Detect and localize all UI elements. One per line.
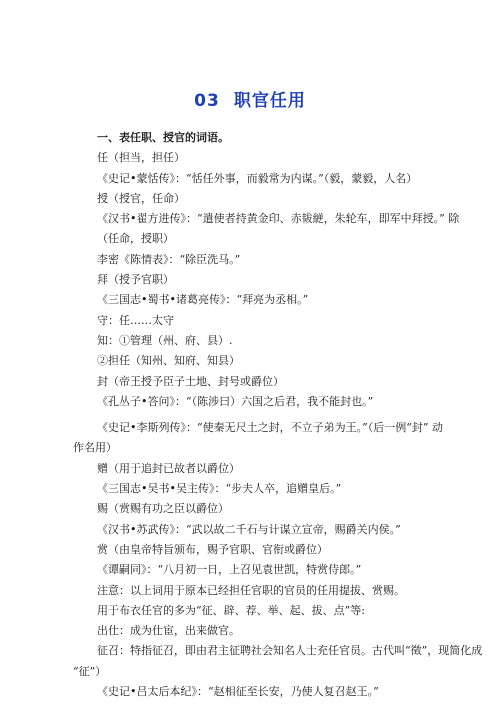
text-line: ②担任（知州、知府、知县） bbox=[97, 354, 240, 368]
section-number: 03 bbox=[194, 91, 220, 111]
text-line: 赐（赏赐有功之臣以爵位） bbox=[97, 502, 229, 516]
text-line: 赠（用于追封已故者以爵位） bbox=[97, 461, 240, 475]
text-line: 用于布衣任官的多为“征、辟、荐、举、起、拔、点”等: bbox=[97, 603, 365, 617]
text-line: （任命，授职） bbox=[97, 232, 174, 246]
document-body bbox=[73, 128, 483, 702]
text-line: 拜（授予官职） bbox=[97, 273, 174, 287]
text-line: 守：任……太守 bbox=[97, 313, 174, 327]
text-line: 《三国志•蜀书•诸葛亮传》：“拜亮为丞相。” bbox=[97, 293, 309, 307]
text-line: 知：①管理（州、府、县）. bbox=[97, 333, 233, 347]
section-heading: 一、表任职、授官的词语。 bbox=[97, 131, 229, 144]
section-title: 职官任用 bbox=[233, 91, 306, 111]
text-line: 征召：特指征召，即由君主征聘社会知名人士充任官员。古代叫“徵”，现简化成 bbox=[97, 644, 483, 658]
text-line: 《史记•蒙恬传》：“恬任外事，而毅常为内谋。”（毅，蒙毅，人名） bbox=[97, 171, 418, 185]
text-line: 注意：以上词用于原本已经担任官职的官员的任用提拔、赏赐。 bbox=[97, 583, 405, 597]
text-line: 封（帝王授予臣子土地、封号或爵位） bbox=[97, 374, 284, 388]
text-line: 《史记•李斯列传》：“使秦无尺土之封，不立子弟为王。”（后一例“封” 动 bbox=[97, 421, 443, 435]
text-line: “征”） bbox=[73, 664, 107, 678]
text-line: 李密《陈情表》：“除臣洗马。” bbox=[97, 252, 241, 266]
page-title bbox=[0, 86, 500, 111]
text-line: 任（担当，担任） bbox=[97, 151, 185, 165]
text-line: 《汉书•翟方进传》：“遣使者持黄金印、赤韨縌，朱轮车，即军中拜授。” 除 bbox=[97, 212, 460, 226]
text-line: 《史记•吕太后本纪》：“赵相征至长安，乃使人复召赵王。” bbox=[97, 685, 379, 699]
text-line: 《汉书•苏武传》：“武以故二千石与计谋立宣帝，赐爵关内侯。” bbox=[97, 522, 401, 536]
text-line: 《孔丛子•答问》：“（陈涉曰）六国之后君，我不能封也。” bbox=[97, 394, 374, 408]
text-line: 《三国志•吴书•吴主传》：“步夫人卒，追赠皇后。” bbox=[97, 482, 342, 496]
text-line: 《谭嗣同》：“八月初一日，上召见袁世凯，特赏侍郎。” bbox=[97, 563, 362, 577]
text-line: 作名用） bbox=[73, 441, 117, 455]
text-line: 授（授官，任命） bbox=[97, 191, 185, 205]
text-line: 出仕：成为仕宦，出来做官。 bbox=[97, 624, 240, 638]
text-line: 赏（由皇帝特旨颁布，赐予官职、官衔或爵位） bbox=[97, 542, 328, 556]
